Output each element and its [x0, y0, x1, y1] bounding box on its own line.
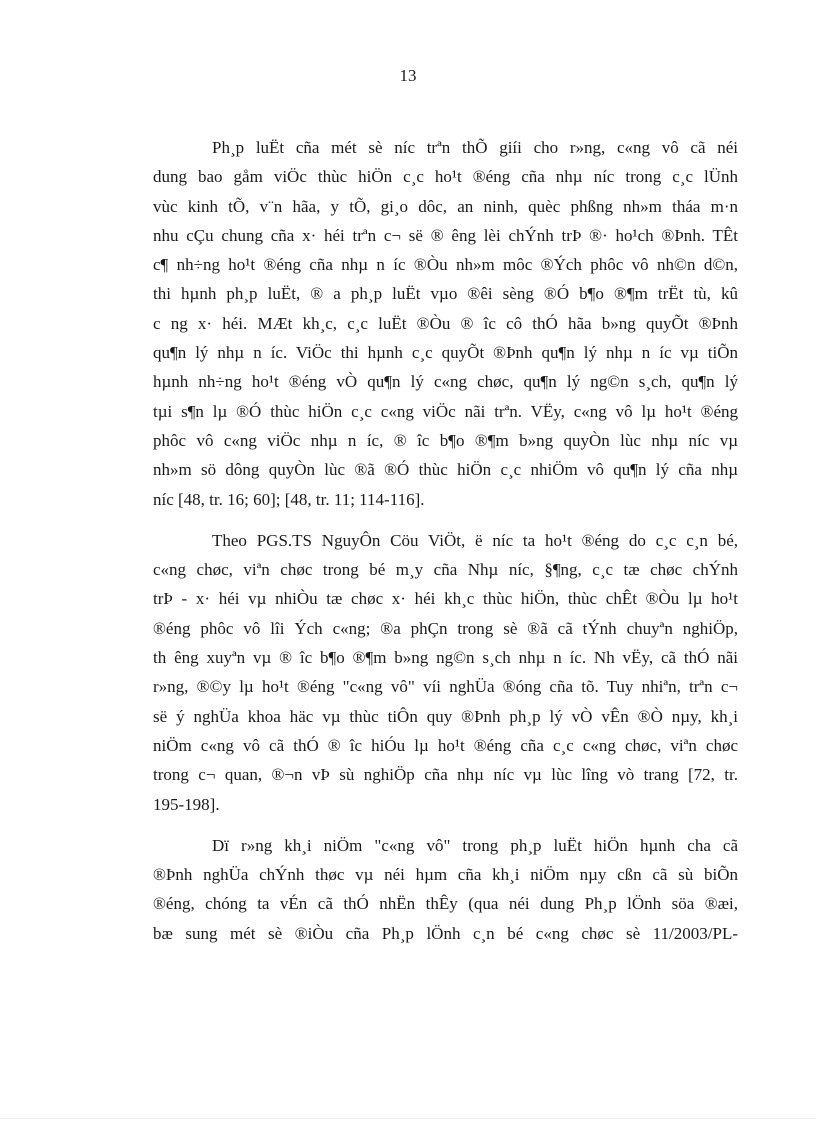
text-line: vùc kinh tÕ, v¨n hãa, y tÕ, gi¸o dôc, an ninh, quèc phßng nh»m tháa m·n	[153, 196, 738, 216]
text-line: bæ sung mét sè ®iÒu cña Ph¸p lÖnh c¸n bé c«ng chøc sè 11/2003/PL-	[153, 923, 738, 943]
text-line: qu¶n lý nhµ n íc. ViÖc thi hµnh c¸c quyÕt ®Þnh qu¶n lý nhµ n íc vµ tiÕn	[153, 343, 738, 363]
text-line: 195-198].	[153, 794, 220, 814]
text-line: Dï r»ng kh¸i niÖm "c«ng vô" trong ph¸p luËt hiÖn hµnh cha cã	[212, 835, 738, 855]
paragraph-3	[153, 831, 738, 948]
paragraph-2	[153, 526, 738, 819]
text-line: dung bao gåm viÖc thùc hiÖn c¸c ho¹t ®éng cña nhµ níc trong c¸c lÜnh	[153, 167, 738, 187]
text-line: së ý nghÜa khoa häc vµ thùc tiÔn quy ®Þnh ph¸p lý vÒ vÊn ®Ò nµy, kh¸i	[153, 706, 738, 726]
page-number: 13	[399, 66, 417, 85]
text-line: tµi s¶n lµ ®Ó thùc hiÖn c¸c c«ng viÖc nãi trªn. VËy, c«ng vô lµ ho¹t ®éng	[153, 401, 738, 421]
text-line: c¶ nh÷ng ho¹t ®éng cña nhµ n íc ®Òu nh»m môc ®Ých phôc vô nh©n d©n,	[153, 255, 738, 275]
text-line: thi hµnh ph¸p luËt, ® a ph¸p luËt vµo ®êi sèng ®Ó b¶o ®¶m trËt tù, kû	[153, 284, 738, 304]
text-line: Ph¸p luËt cña mét sè níc trªn thÕ giíi cho r»ng, c«ng vô cã néi	[212, 138, 738, 157]
text-line: c ng x· héi. MÆt kh¸c, c¸c luËt ®Òu ® îc cô thÓ hãa b»ng quyÕt ®Þnh	[153, 313, 738, 333]
text-line: nhu cÇu chung cña x· héi trªn c¬ së ® êng lèi chÝnh trÞ ®· ho¹ch ®Þnh. TÊt	[153, 225, 738, 245]
text-line: trÞ - x· héi vµ nhiÒu tæ chøc x· héi kh¸c thùc hiÖn, thùc chÊt ®Òu lµ ho¹t	[153, 589, 738, 609]
text-line: ®éng phôc vô lîi Ých c«ng; ®a phÇn trong sè ®ã cã tÝnh chuyªn nghiÖp,	[153, 618, 738, 638]
text-line: th êng xuyªn vµ ® îc b¶o ®¶m b»ng ng©n s¸ch nhµ n íc. Nh vËy, cã thÓ nãi	[153, 648, 738, 668]
text-line: hµnh nh÷ng ho¹t ®éng vÒ qu¶n lý c«ng chøc, qu¶n lý ng©n s¸ch, qu¶n lý	[153, 372, 738, 392]
text-line: r»ng, ®©y lµ ho¹t ®éng "c«ng vô" víi nghÜa ®óng cña tõ. Tuy nhiªn, trªn c¬	[153, 677, 738, 697]
text-line: ®éng, chóng ta vÉn cã thÓ nhËn thÊy (qua néi dung Ph¸p lÖnh söa ®æi,	[153, 894, 738, 914]
text-line: Theo PGS.TS NguyÔn Cöu ViÖt, ë níc ta ho¹t ®éng do c¸c c¸n bé,	[212, 530, 738, 550]
text-line: níc [48, tr. 16; 60]; [48, tr. 11; 114-116].	[153, 489, 425, 509]
text-line: ®Þnh nghÜa chÝnh thøc vµ néi hµm cña kh¸i niÖm nµy cßn cã sù biÕn	[153, 865, 738, 885]
paragraph-1	[153, 133, 738, 514]
text-line: phôc vô c«ng viÖc nhµ n íc, ® îc b¶o ®¶m b»ng quyÒn lùc nhµ níc vµ	[153, 430, 738, 450]
body-text	[153, 133, 738, 960]
text-line: trong c¬ quan, ®¬n vÞ sù nghiÖp cña nhµ níc vµ lùc lîng vò trang [72, tr.	[153, 765, 738, 785]
page-bottom-edge	[0, 1118, 816, 1119]
text-line: nh»m sö dông quyÒn lùc ®ã ®Ó thùc hiÖn c¸c nhiÖm vô qu¶n lý cña nhµ	[153, 460, 738, 480]
text-line: niÖm c«ng vô cã thÓ ® îc hiÓu lµ ho¹t ®éng cña c¸c c«ng chøc, viªn chøc	[153, 735, 738, 755]
text-line: c«ng chøc, viªn chøc trong bé m¸y cña Nhµ níc, §¶ng, c¸c tæ chøc chÝnh	[153, 560, 738, 580]
